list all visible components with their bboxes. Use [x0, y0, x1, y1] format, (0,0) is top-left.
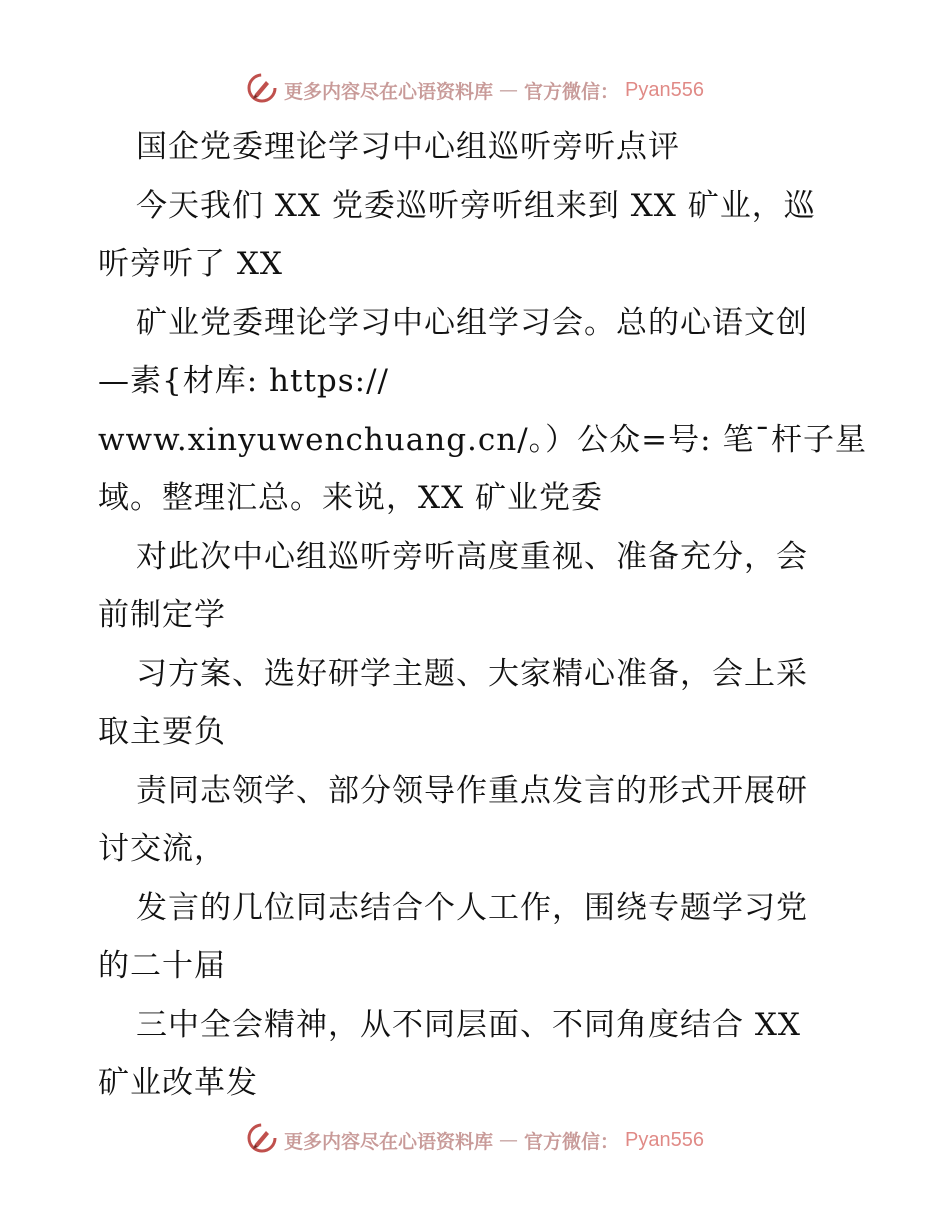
paragraph-line: 发言的几位同志结合个人工作，围绕专题学习党 [136, 889, 808, 926]
header-banner [0, 70, 950, 110]
pen-swirl-logo-icon [246, 1122, 278, 1158]
paragraph-line: 矿业改革发 [98, 1065, 258, 1101]
paragraph-line: 习方案、选好研学主题、大家精心准备，会上采 [136, 655, 808, 692]
paragraph-line: 取主要负 [98, 714, 226, 750]
paragraph-line: 今天我们 XX 党委巡听旁听组来到 XX 矿业，巡 [136, 187, 816, 224]
paragraph-line: www.xinyuwenchuang.cn/。）公众=号: 笔¯杆子星 [98, 421, 867, 458]
paragraph-line: 对此次中心组巡听旁听高度重视、准备充分，会 [136, 538, 808, 575]
paragraph-line: 三中全会精神，从不同层面、不同角度结合 XX [136, 1006, 801, 1043]
header-slogan: 更多内容尽在心语资料库 [284, 80, 494, 103]
paragraph-line: 听旁听了 XX [98, 246, 283, 282]
document-body [98, 118, 867, 1113]
paragraph-line: 前制定学 [98, 597, 226, 633]
footer-separator: — [499, 1129, 519, 1151]
document-title: 国企党委理论学习中心组巡听旁听点评 [136, 129, 680, 165]
footer-wechat-id: Pyan556 [625, 1128, 704, 1151]
footer-slogan: 更多内容尽在心语资料库 [284, 1130, 494, 1153]
paragraph-line: 讨交流， [98, 831, 226, 867]
footer-wechat-label: 官方微信： [524, 1130, 620, 1153]
paragraph-line: 矿业党委理论学习中心组学习会。总的心语文创 [136, 304, 808, 341]
paragraph-line: 责同志领学、部分领导作重点发言的形式开展研 [136, 772, 808, 809]
header-wechat-id: Pyan556 [625, 78, 704, 101]
header-separator: — [499, 79, 519, 101]
pen-swirl-logo-icon [246, 72, 278, 108]
paragraph-line: 域。整理汇总。来说，XX 矿业党委 [98, 480, 603, 516]
footer-banner [0, 1120, 950, 1160]
paragraph-line: 的二十届 [98, 948, 226, 984]
paragraph-line: —素{材库: https:// [98, 363, 389, 399]
header-wechat-label: 官方微信： [524, 80, 620, 103]
